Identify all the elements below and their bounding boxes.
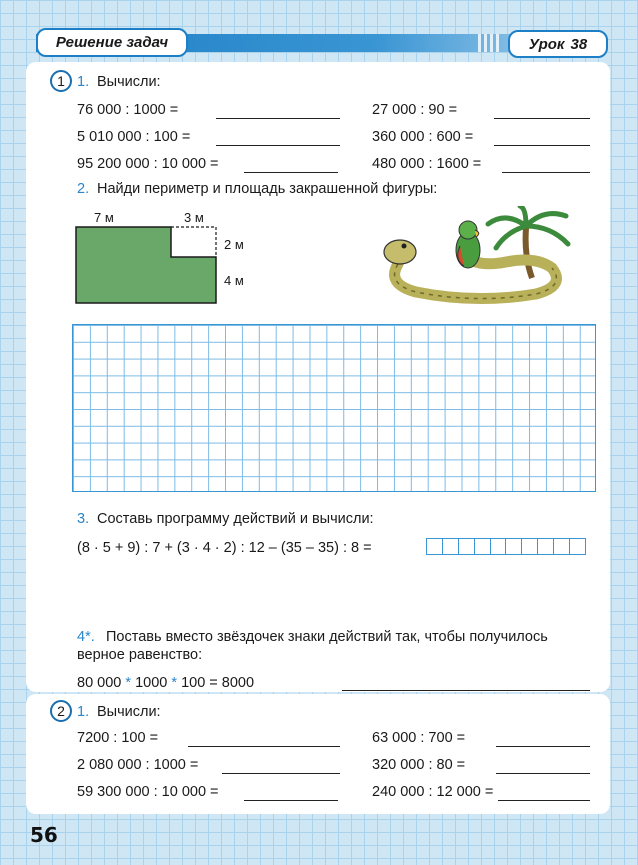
shaded-shape (76, 227, 216, 303)
task1-right-1: 360 000 : 600 = (372, 129, 474, 145)
page-title: Решение задач (36, 28, 188, 57)
s2-right-2: 240 000 : 12 000 = (372, 784, 494, 800)
section2-marker: 2 (50, 700, 72, 722)
s2-task1-number: 1. (77, 704, 90, 720)
answer-cells[interactable] (426, 538, 585, 555)
s2-task1-label: Вычисли: (97, 704, 161, 720)
header-stripes (478, 34, 499, 52)
eq-b: 1000 (135, 675, 168, 691)
answer-line[interactable] (494, 145, 590, 146)
task2-number: 2. (77, 181, 90, 197)
lesson-number: 38 (570, 35, 588, 53)
dim-right-top: 2 м (224, 237, 244, 252)
task3-number: 3. (77, 511, 90, 527)
answer-line[interactable] (244, 800, 338, 801)
task4-label-line1: Поставь вместо звёздочек знаки действий так, чтобы получилось (106, 629, 548, 645)
answer-line[interactable] (342, 690, 590, 691)
answer-line[interactable] (496, 746, 590, 747)
star-2: * (171, 675, 178, 691)
task4-number: 4*. (77, 629, 95, 645)
answer-line[interactable] (498, 800, 590, 801)
lesson-badge (508, 30, 608, 58)
s2-left-0: 7200 : 100 = (77, 730, 159, 746)
task1-left-1: 5 010 000 : 100 = (77, 129, 191, 145)
dim-top-left: 7 м (94, 210, 114, 225)
section1-marker: 1 (50, 70, 72, 92)
answer-line[interactable] (502, 172, 590, 173)
answer-line[interactable] (244, 172, 338, 173)
task1-label: Вычисли: (97, 74, 161, 90)
dim-top-right: 3 м (184, 210, 204, 225)
dim-right-bottom: 4 м (224, 273, 244, 288)
star-1: * (125, 675, 132, 691)
eq-a: 80 000 (77, 675, 122, 691)
s2-left-1: 2 080 000 : 1000 = (77, 757, 199, 773)
task1-right-0: 27 000 : 90 = (372, 102, 458, 118)
s2-right-1: 320 000 : 80 = (372, 757, 466, 773)
snake-head (384, 240, 416, 264)
s2-left-2: 59 300 000 : 10 000 = (77, 784, 219, 800)
cutout-outline (171, 227, 216, 257)
task1-left-0: 76 000 : 1000 = (77, 102, 179, 118)
answer-line[interactable] (496, 773, 590, 774)
task3-expression: (8 · 5 + 9) : 7 + (3 · 4 · 2) : 12 – (35 – 35) : 8 = (77, 540, 372, 556)
palm-trunk (526, 228, 532, 278)
snake-eye (402, 244, 407, 249)
answer-line[interactable] (494, 118, 590, 119)
answer-line[interactable] (216, 145, 340, 146)
task4-label-line2: верное равенство: (77, 647, 203, 663)
task2-label: Найди периметр и площадь закрашенной фигуры: (97, 181, 438, 197)
task1-number: 1. (77, 74, 90, 90)
s2-right-0: 63 000 : 700 = (372, 730, 466, 746)
grid-workspace[interactable] (72, 324, 596, 492)
task1-left-2: 95 200 000 : 10 000 = (77, 156, 219, 172)
lesson-label: Урок (528, 35, 565, 53)
shaded-figure (74, 224, 224, 306)
parrot-head (459, 221, 477, 239)
snake-parrot-illustration (376, 206, 586, 306)
answer-line[interactable] (216, 118, 340, 119)
task3-label: Составь программу действий и вычисли: (97, 511, 374, 527)
page-number: 56 (30, 823, 58, 847)
answer-line[interactable] (222, 773, 340, 774)
eq-c: 100 = 8000 (181, 675, 255, 691)
answer-line[interactable] (188, 746, 340, 747)
task4-equation (77, 674, 254, 692)
task1-right-2: 480 000 : 1600 = (372, 156, 482, 172)
